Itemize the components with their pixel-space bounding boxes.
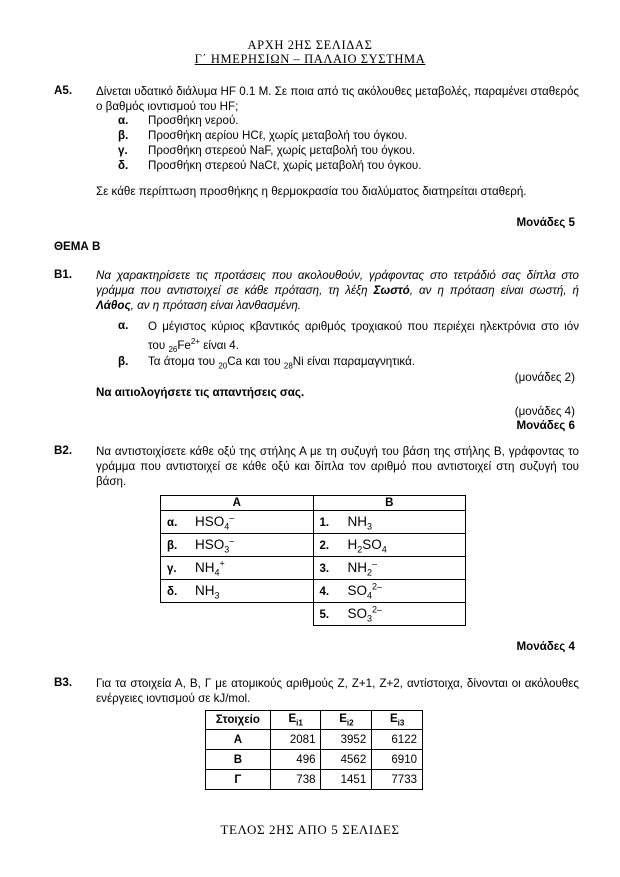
base-formula: $NH_2^-$: [347, 558, 378, 578]
question-a5-text: Δίνεται υδατικό διάλυμα HF 0.1 M. Σε ποια από τις ακόλουθες μεταβολές, παραμένει σταθερός ο βαθμός ιοντισμού του HF;: [96, 85, 579, 113]
b1-marks: Μονάδες 6: [516, 419, 575, 432]
a5-option-text: Προσθήκη στερεού NaCℓ, χωρίς μεταβολή του όγκου.: [148, 159, 422, 172]
header-element: Στοιχείο: [206, 711, 271, 730]
a5-note: Σε κάθε περίπτωση προσθήκης η θερμοκρασία του διαλύματος διατηρείται σταθερή.: [96, 185, 527, 198]
acid-formula: $HSO_3^-$: [195, 535, 235, 555]
page-header-line1: ΑΡΧΗ 2ΗΣ ΣΕΛΙΔΑΣ: [247, 38, 373, 52]
base-formula: $SO_3^{2-}$: [347, 604, 383, 624]
a5-option-text: Προσθήκη στερεού NaF, χωρίς μεταβολή του όγκου.: [148, 144, 416, 157]
word-wrong: Λάθος: [96, 299, 131, 312]
table-row: Γ 738 1451 7733: [206, 770, 423, 790]
ionization-energy-table: [205, 710, 423, 790]
b1-alpha-label: α.: [118, 319, 129, 332]
page-header-line2: Γ΄ ΗΜΕΡΗΣΙΩΝ – ΠΑΛΑΙΟ ΣΥΣΤΗΜΑ: [194, 52, 426, 66]
base-formula: $H_2SO_4$: [347, 536, 387, 555]
acid-formula: $NH_3$: [195, 582, 220, 601]
acid-base-table: [160, 495, 466, 626]
b1-justify: Να αιτιολογήσετε τις απαντήσεις σας.: [96, 386, 305, 399]
table-row: γ. $NH_4^+$ 3. $NH_2^-$: [161, 557, 466, 580]
b1-alpha-text: Ο μέγιστος κύριος κβαντικός αριθμός τροχιακού που περιέχει ηλεκτρόνια στο ιόν του $_{26}Fe^{2+}$ είναι 4.: [148, 320, 579, 355]
a5-option-text: Προσθήκη νερού.: [148, 114, 239, 127]
header-e1: $E_{i1}$: [270, 711, 321, 730]
question-b3-number: Β3.: [54, 676, 73, 689]
base-formula: $SO_4^{2-}$: [347, 581, 383, 601]
word-correct: Σωστό: [373, 284, 410, 297]
a5-option-label: β.: [118, 129, 129, 142]
b1-marks-small-2: (μονάδες 4): [514, 405, 575, 418]
table-row: δ. $NH_3$ 4. $SO_4^{2-}$: [161, 580, 466, 603]
b1-beta-label: β.: [118, 355, 129, 368]
a5-option-label: α.: [118, 114, 129, 127]
header-e2: $E_{i2}$: [321, 711, 372, 730]
acid-formula: $HSO_4^-$: [195, 512, 235, 532]
base-formula: $NH_3$: [347, 513, 373, 532]
b1-marks-small-1: (μονάδες 2): [514, 371, 575, 384]
b2-marks: Μονάδες 4: [516, 640, 575, 653]
question-b2-number: Β2.: [54, 444, 73, 457]
table-row: Β 496 4562 6910: [206, 750, 423, 770]
a5-option-text: Προσθήκη αερίου HCℓ, χωρίς μεταβολή του όγκου.: [148, 129, 408, 142]
question-b1-number: Β1.: [54, 268, 73, 281]
question-a5-number: Α5.: [54, 84, 73, 97]
a5-option-label: δ.: [118, 159, 129, 172]
page-footer: ΤΕΛΟΣ 2ΗΣ ΑΠΟ 5 ΣΕΛΙΔΕΣ: [220, 822, 400, 837]
theme-b-heading: ΘΕΜΑ Β: [54, 240, 101, 253]
question-b3-text: Για τα στοιχεία Α, Β, Γ με ατομικούς αριθμούς Ζ, Ζ+1, Ζ+2, αντίστοιχα, δίνονται οι ακόλουθες ενέργειες ιοντισμού σε kJ/mol.: [96, 677, 579, 705]
acid-formula: $NH_4^+$: [195, 558, 225, 578]
table-row: 5. $SO_3^{2-}$: [161, 603, 466, 626]
question-b1-text: Να χαρακτηρίσετε τις προτάσεις που ακολουθούν, γράφοντας στο τετράδιό σας δίπλα στο γράμμα που αντιστοιχεί σε κάθε πρόταση, τη λέξη Σωστό, αν η πρόταση είναι σωστή, ή Λάθος, αν η πρόταση είναι λανθασμένη.: [96, 269, 579, 312]
a5-marks: Μονάδες 5: [516, 216, 575, 229]
table-row: β. $HSO_3^-$ 2. $H_2SO_4$: [161, 534, 466, 557]
a5-option-label: γ.: [118, 144, 128, 157]
column-a-header: Α: [161, 496, 314, 511]
table-row: Α 2081 3952 6122: [206, 730, 423, 750]
column-b-header: Β: [313, 496, 466, 511]
header-e3: $E_{i3}$: [372, 711, 423, 730]
b1-beta-text: Τα άτομα του $_{20}$Ca και του $_{28}$Ni είναι παραμαγνητικά.: [148, 355, 415, 371]
question-b2-text: Να αντιστοιχίσετε κάθε οξύ της στήλης Α με τη συζυγή του βάση της στήλης Β, γράφοντας το γράμμα που αντιστοιχεί σε κάθε οξύ και δίπλα τον αριθμό που αντιστοιχεί στη συζυγή του βάση.: [96, 445, 579, 488]
table-row: α. $HSO_4^-$ 1. $NH_3$: [161, 511, 466, 534]
